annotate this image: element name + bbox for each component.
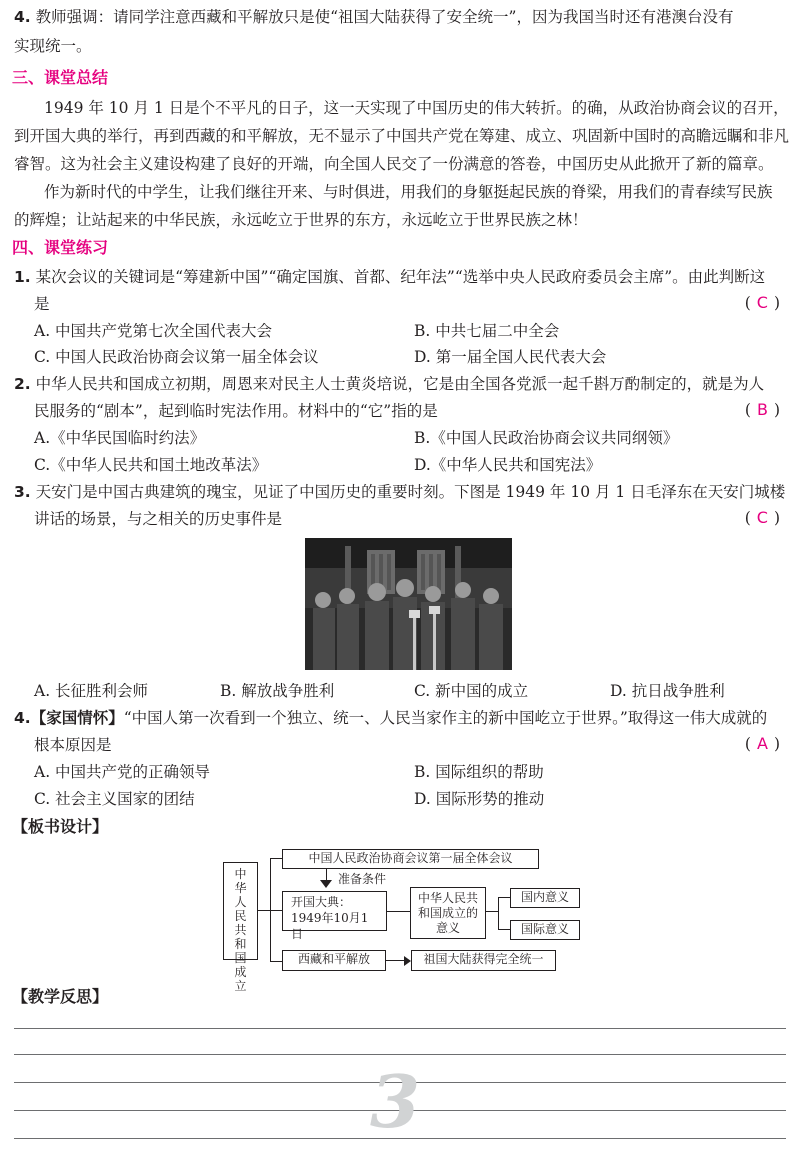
q3-stem-line1: [14, 481, 786, 503]
q4-stem-text: “中国人第一次看到一个独立、统一、人民当家作主的新中国屹立于世界。”取得这一伟大成就的: [123, 709, 768, 727]
diagram-prep-label: 准备条件: [338, 872, 387, 886]
summary-para1-line3: 睿智。这为社会主义建设构建了良好的开端，向全国人民交了一份满意的答卷，中国历史从此掀开了新的篇章。: [14, 155, 774, 173]
q3-option-a: A. 长征胜利会师: [34, 682, 149, 700]
q3-stem-line2: 讲话的场景，与之相关的历史事件是: [34, 510, 283, 528]
photo-illustration: [305, 538, 512, 670]
writing-line-2: [14, 1054, 786, 1055]
q3-answer: ( C ): [744, 508, 780, 527]
q2-option-d: D.《中华人民共和国宪法》: [414, 456, 602, 474]
q4-option-b: B. 国际组织的帮助: [414, 763, 544, 781]
q4-stem-line2: 根本原因是: [34, 736, 112, 754]
historical-photo: [305, 538, 512, 670]
q4-number: 4.: [14, 709, 31, 727]
diagram-tibet-box: 西藏和平解放: [282, 950, 386, 971]
q4-option-c: C. 社会主义国家的团结: [34, 790, 195, 808]
item-number: 4.: [14, 8, 31, 26]
teacher-emphasis-text: 教师强调：请同学注意西藏和平解放只是使“祖国大陆获得了安全统一”，因为我国当时还有港澳台没有: [35, 8, 734, 26]
q2-stem-text: 中华人民共和国成立初期，周恩来对民主人士黄炎培说，它是由全国各党派一起千斟万酌制定的，就是为人: [35, 375, 765, 393]
q2-answer: ( B ): [744, 400, 780, 419]
q4-answer-letter: A: [756, 734, 768, 753]
q1-option-b: B. 中共七届二中全会: [414, 322, 560, 340]
q2-number: 2.: [14, 375, 31, 393]
q2-option-a: A.《中华民国临时约法》: [34, 429, 206, 447]
teacher-emphasis-line1: [14, 6, 786, 28]
q3-option-d: D. 抗日战争胜利: [610, 682, 725, 700]
q4-answer: ( A ): [744, 734, 780, 753]
ceremony-line1: 开国大典：: [291, 895, 352, 909]
q1-stem-line2: 是: [34, 295, 50, 313]
q1-answer: ( C ): [744, 293, 780, 312]
q1-answer-letter: C: [756, 293, 768, 312]
q2-stem-line1: [14, 373, 786, 395]
q3-answer-letter: C: [756, 508, 768, 527]
summary-para1-line1: 1949 年 10 月 1 日是个不平凡的日子，这一天实现了中国历史的伟大转折。的确，从政治协商会议的召开，: [44, 99, 789, 117]
summary-para1-line2: 到开国大典的举行，再到西藏的和平解放，无不显示了中国共产党在筹建、成立、巩固新中国时的高瞻远瞩和非凡: [14, 127, 790, 145]
q1-option-a: A. 中国共产党第七次全国代表大会: [34, 322, 273, 340]
summary-para2-line1: 作为新时代的中学生，让我们继往开来、与时俱进，用我们的身躯挺起民族的脊梁，用我们的青春续写民族: [44, 183, 773, 201]
q2-stem-line2: 民服务的“剧本”，起到临时宪法作用。材料中的“它”指的是: [34, 402, 438, 420]
q4-option-a: A. 中国共产党的正确领导: [34, 763, 211, 781]
diagram-unify-box: 祖国大陆获得完全统一: [411, 950, 556, 971]
diagram-ceremony-box: [282, 891, 387, 941]
q1-option-c: C. 中国人民政治协商会议第一届全体会议: [34, 348, 319, 366]
writing-line-1: [14, 1028, 786, 1029]
summary-para2-line2: 的辉煌；让站起来的中华民族，永远屹立于世界的东方，永远屹立于世界民族之林！: [14, 211, 588, 229]
q4-tag: 【家国情怀】: [30, 709, 124, 727]
q2-option-c: C.《中华人民共和国土地改革法》: [34, 456, 268, 474]
q2-answer-letter: B: [756, 400, 768, 419]
q4-option-d: D. 国际形势的推动: [414, 790, 545, 808]
ceremony-line2: 1949年10月1日: [291, 911, 369, 941]
teacher-emphasis-line2: 实现统一。: [14, 37, 92, 55]
q4-stem-line1: [14, 707, 786, 729]
diagram-domestic-box: 国内意义: [510, 888, 580, 908]
diagram-meaning-box: 中华人民共和国成立的意义: [410, 887, 486, 939]
q3-stem-text: 天安门是中国古典建筑的瑰宝，见证了中国历史的重要时刻。下图是 1949 年 10 月 1 日毛泽东在天安门城楼: [35, 483, 786, 501]
q1-option-d: D. 第一届全国人民代表大会: [414, 348, 607, 366]
section3-title: 三、课堂总结: [12, 68, 109, 87]
q1-stem-line1: [14, 266, 786, 288]
board-design-title: 【板书设计】: [12, 817, 109, 836]
q1-number: 1.: [14, 268, 31, 286]
q3-option-b: B. 解放战争胜利: [220, 682, 335, 700]
page-number: 3: [370, 1059, 421, 1144]
q3-option-c: C. 新中国的成立: [414, 682, 529, 700]
reflection-title: 【教学反思】: [12, 987, 109, 1006]
q1-stem-text: 某次会议的关键词是“筹建新中国”“确定国旗、首都、纪年法”“选举中央人民政府委员会主席”。由此判断这: [35, 268, 766, 286]
diagram-international-box: 国际意义: [510, 920, 580, 940]
section4-title: 四、课堂练习: [12, 238, 109, 257]
q3-number: 3.: [14, 483, 31, 501]
diagram-root-box: 中华人民共和国成立: [223, 862, 258, 960]
q2-option-b: B.《中国人民政治协商会议共同纲领》: [414, 429, 679, 447]
diagram-cppcc-box: 中国人民政治协商会议第一届全体会议: [282, 849, 539, 869]
